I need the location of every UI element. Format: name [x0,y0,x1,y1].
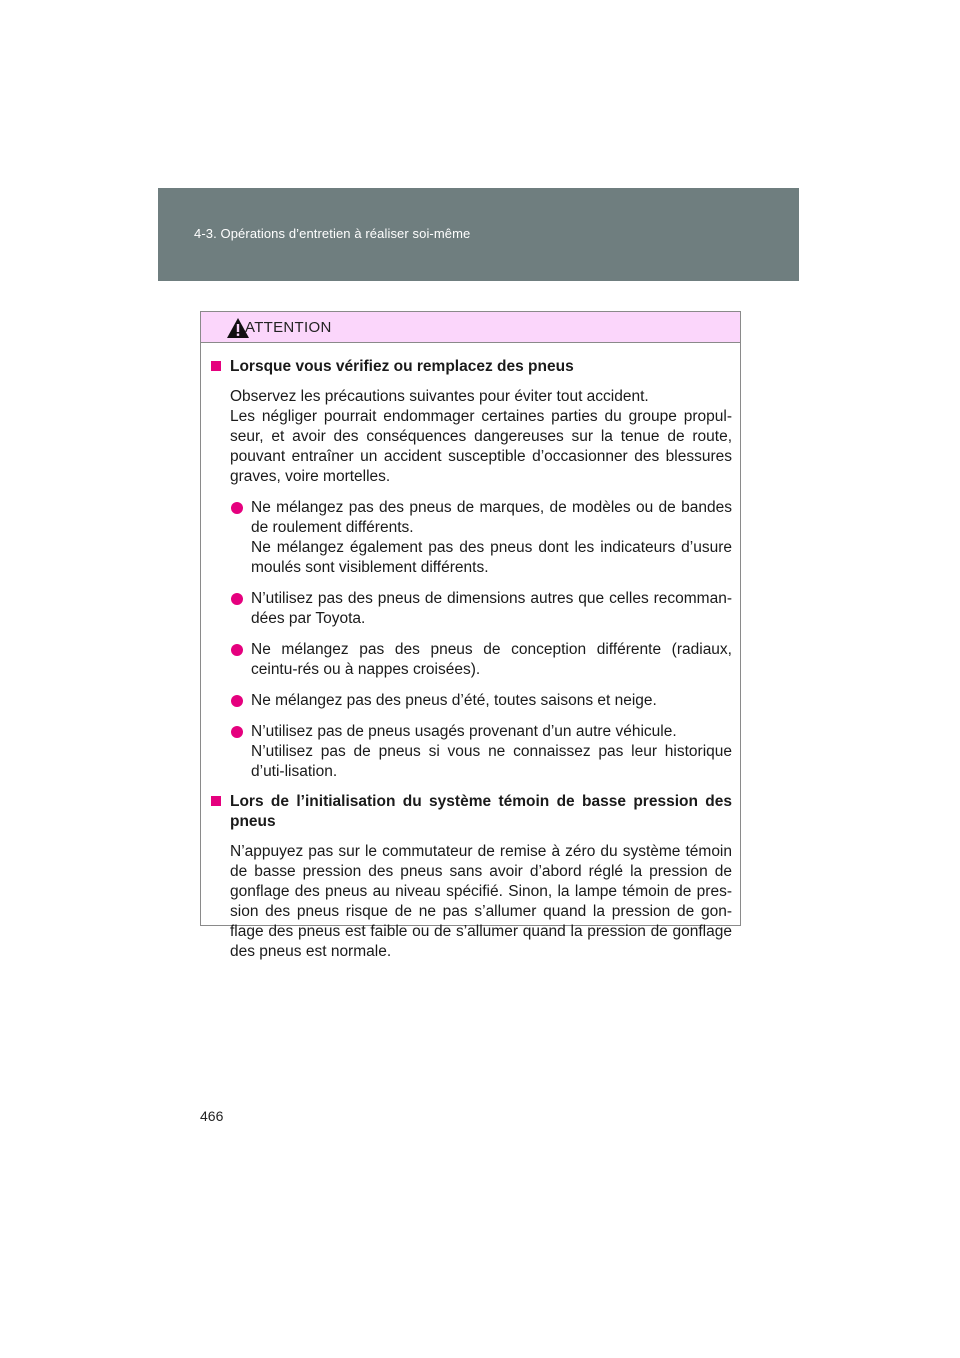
section-header-band [158,188,799,281]
square-bullet-icon [211,361,221,371]
circle-bullet-icon [231,726,243,738]
list-item: Ne mélangez pas des pneus de marques, de modèles ou de bandes de roulement différents. Ne mélangez également pas des pneus dont les indicateurs d’usure moulés sont visiblement différents. [211,498,732,578]
intro-paragraph: Observez les précautions suivantes pour éviter tout accident. Les négliger pourrait endommager certaines parties du groupe propul-seur, et avoir des conséquences dangereuses sur la tenue de route, pouvant entraîner un accident susceptible d’occasionner des blessures graves, voire mortelles. [230,388,732,485]
circle-bullet-icon [231,502,243,514]
section-title: 4-3. Opérations d’entretien à réaliser soi-même [194,226,471,241]
list-item: Ne mélangez pas des pneus de conception différente (radiaux, ceintu-rés ou à nappes croisées). [211,640,732,680]
circle-bullet-icon [231,644,243,656]
warning-header [201,312,740,343]
warning-box [200,311,741,960]
section-heading-tire-check: Lorsque vous vérifiez ou remplacez des pneus [211,357,732,377]
warning-title: ATTENTION [245,319,332,336]
list-item: N’utilisez pas de pneus usagés provenant d’un autre véhicule. N’utilisez pas de pneus si vous ne connaissez pas leur historique d’uti-lisation. [211,722,732,782]
page-number: 466 [200,1108,224,1124]
circle-bullet-icon [231,593,243,605]
list-item: N’utilisez pas des pneus de dimensions autres que celles recomman-dées par Toyota. [211,589,732,629]
section-heading-tpms-init: Lors de l’initialisation du système témoin de basse pression des pneus [211,792,732,832]
tpms-paragraph: N’appuyez pas sur le commutateur de remise à zéro du système témoin de basse pression des pneus sans avoir d’abord réglé la pression de gonflage des pneus au niveau spécifié. Sinon, la lampe témoin de pres-sion des pneus risque de ne pas s’allumer quand la pression de gon-flage des pneus est faible ou de s’allumer quand la pression de gonflage des pneus est normale. [230,843,732,960]
warning-content [201,343,740,962]
circle-bullet-icon [231,695,243,707]
list-item: Ne mélangez pas des pneus d’été, toutes saisons et neige. [211,691,732,711]
square-bullet-icon [211,796,221,806]
